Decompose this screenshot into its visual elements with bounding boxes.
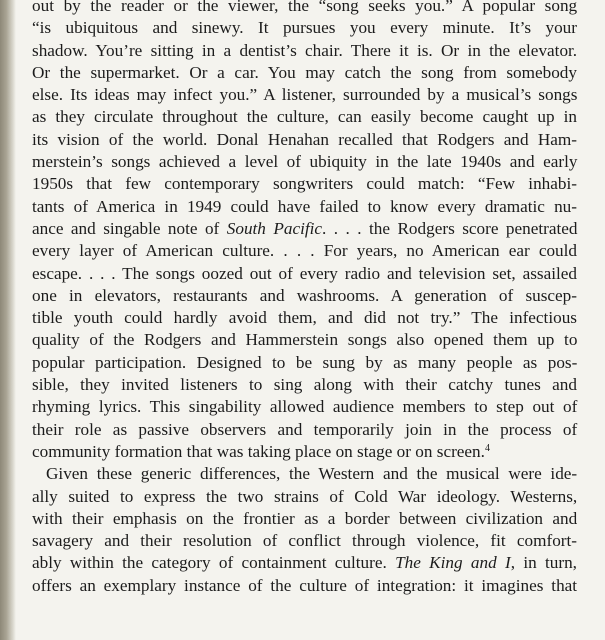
text-run: ance and singable note of bbox=[32, 218, 227, 238]
text-line: rhyming lyrics. This singability allowed audience members to step out of bbox=[32, 397, 578, 417]
footnote-marker: 4 bbox=[484, 442, 490, 454]
text-line: else. Its ideas may infect you.” A listener, surrounded by a musical’s songs bbox=[32, 85, 578, 105]
text-line: Or the supermarket. Or a car. You may catch the song from somebody bbox=[32, 62, 577, 82]
text-line: shadow. You’re sitting in a dentist’s chair. There it is. Or in the elevator. bbox=[32, 40, 578, 60]
paragraph-2 bbox=[32, 463, 577, 597]
text-line: every layer of American culture. . . . For years, no American ear could bbox=[32, 241, 578, 261]
paragraph-1 bbox=[32, 0, 577, 463]
text-line: escape. . . . The songs oozed out of every radio and television set, assailed bbox=[32, 263, 577, 283]
text-line: their role as passive observers and temporarily join in the process of bbox=[32, 419, 578, 439]
text-line: Given these generic differences, the Western and the musical were ide- bbox=[46, 464, 578, 484]
text-line: tants of America in 1949 could have failed to know every dramatic nu- bbox=[32, 196, 577, 216]
text-line bbox=[32, 441, 577, 463]
text-line bbox=[32, 218, 577, 240]
title-south-pacific: South Pacific bbox=[226, 218, 323, 238]
text-line: merstein’s songs achieved a level of ubiquity in the late 1940s and early bbox=[32, 152, 578, 172]
text-run: community formation that was taking place on stage or on screen. bbox=[32, 441, 485, 461]
text-line: sible, they invited listeners to sing along with their catchy tunes and bbox=[32, 375, 577, 395]
text-line: one in elevators, restaurants and washrooms. A generation of suscep- bbox=[32, 285, 577, 305]
text-run: , in turn, bbox=[510, 553, 577, 573]
text-line: popular participation. Designed to be sung by as many people as pos- bbox=[32, 352, 578, 372]
text-line: offers an exemplary instance of the culture of integration: it imagines that bbox=[32, 575, 578, 595]
text-line: with their emphasis on the frontier as a border between civilization and bbox=[32, 508, 578, 528]
text-line: its vision of the world. Donal Henahan recalled that Rodgers and Ham- bbox=[32, 129, 577, 149]
text-line: quality of the Rodgers and Hammerstein songs also opened them up to bbox=[32, 330, 578, 350]
text-line: savagery and their resolution of conflict through violence, fit comfort- bbox=[32, 531, 578, 551]
text-run: ably within the category of containment culture. bbox=[32, 553, 396, 573]
title-the-king-and-i: The King and I bbox=[395, 553, 511, 573]
text-line bbox=[32, 552, 577, 574]
text-line: out by the reader or the viewer, the “song seeks you.” A popular song bbox=[32, 0, 578, 15]
text-run: . . . . the Rodgers score penetrated bbox=[322, 218, 578, 238]
text-line: “is ubiquitous and sinewy. It pursues you every minute. It’s your bbox=[32, 18, 577, 38]
text-line: ally suited to express the two strains of Cold War ideology. Westerns, bbox=[32, 486, 578, 506]
text-line: as they circulate throughout the culture, can easily become caught up in bbox=[32, 107, 577, 127]
text-line: tible youth could hardly avoid them, and did not try.” The infectious bbox=[32, 308, 577, 328]
text-line: 1950s that few contemporary songwriters could match: “Few inhabi- bbox=[32, 174, 577, 194]
book-gutter-shadow bbox=[0, 0, 16, 640]
book-page bbox=[32, 0, 577, 597]
